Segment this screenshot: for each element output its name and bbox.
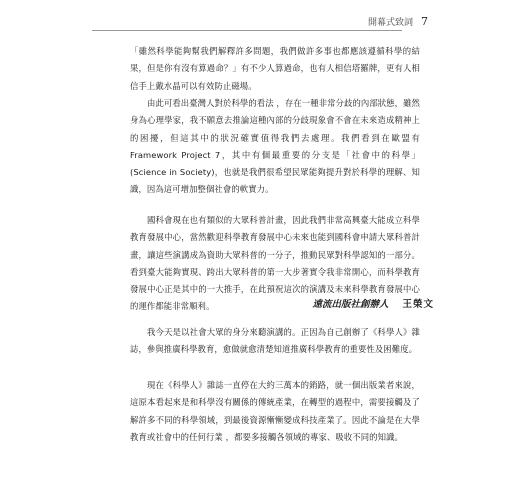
running-header: [368, 15, 428, 28]
speaker-byline: [312, 296, 434, 310]
speaker-affiliation: 遠流出版社創辦人: [312, 299, 389, 310]
page-number: 7: [421, 15, 428, 28]
paragraph: 由此可看出臺灣人對於科學的看法 ，存在一種非常分歧的內部狀態，雖然身為心理學家，我不願意去推論這種內部的分歧現象會不會在未來造成精神上的困擾，但這其中的狀況確實值得我們去處理。我們看到在歐盟有 Framework Project 7，其中有個最重要的分支是「社會中的科學」(Science in Society)，也就是我們很希望民眾能夠提升對於科學的理解、知識，因為這可增加整個社會的軟實力。: [130, 98, 420, 195]
paragraph-quote: 「雖然科學能夠幫我們解釋許多問題，我們做許多事也都應該遵循科學的結果，但是你有沒有算過命？」有不少人算過命，也有人相信塔羅牌，更有人相信手上戴水晶可以有效防止磁場。: [130, 46, 420, 91]
speaker-name: 王榮文: [402, 299, 434, 310]
paragraph: 我今天是以社會大眾的身分來聽演講的。正因為自己創辦了《科學人》雜誌，參與推廣科學教育，愈做就愈清楚知道推廣科學教育的重要性及困難度。: [130, 327, 420, 355]
paragraph: 現在《科學人》雜誌一直停在大約三萬本的銷路，就一個出版業者來說，這原本看起來是和科學沒有關係的傳統產業，在轉型的過程中，需要接觸及了解許多不同的科學領域，到最後資源慚慚變成科技產業了。因此不論是在大學教育或社會中的任何行業 ，都要多接觸各領域的專家、吸收不同的知識。: [130, 380, 420, 442]
header-rule: [92, 30, 402, 31]
paragraph: 國科會現在也有類似的大眾科普計畫，因此我們非常高興臺大能成立科學教育發展中心，當然歡迎科學教育發展中心未來也能到國科會申請大眾科普計畫，讓這些演講成為資助大眾科普的一分子，推動民眾對科學認知的一部分。看到臺大能夠實現、跨出大眾科普的第一大步著實令我非常開心，而科學教育發展中心正是其中的一大推手，在此預祝這次的演講及未來科學教育發展中心的運作都能非常順利。: [130, 215, 420, 312]
running-title: 開幕式致詞: [367, 18, 413, 28]
